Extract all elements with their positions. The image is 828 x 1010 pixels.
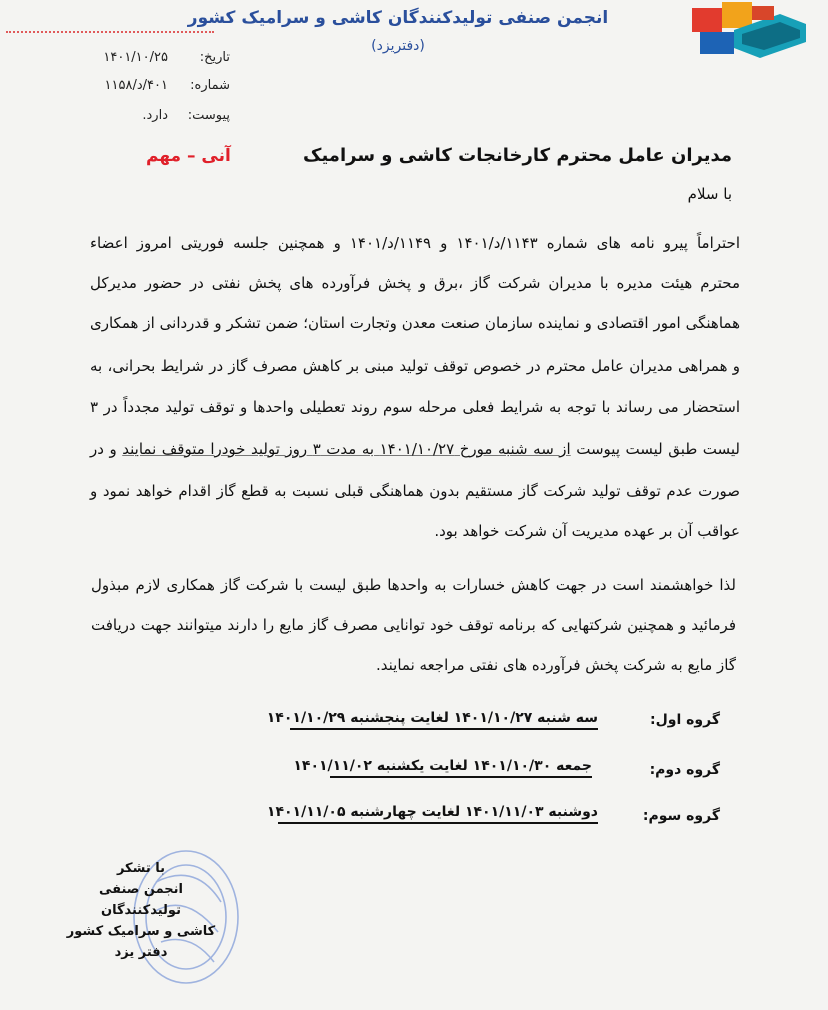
signature-org-sub: کاشی و سرامیک کشور [66,924,216,939]
organization-branch: (دفتریزد) [371,38,425,54]
date-value: ۱۴۰۱/۱۰/۲۵ [103,50,168,65]
header-divider [6,31,214,33]
greeting: با سلام [687,185,732,203]
paragraph1-line: استحضار می رساند با توجه به شرایط فعلی مرحله سوم روند تعطیلی واحدها و توقف تولید مجدداً در ۳ [90,398,740,416]
paragraph2-line: گاز مایع به شرکت پخش فرآورده های نفتی مراجعه نمایند. [376,656,736,674]
paragraph1-line: عواقب آن بر عهده مدیریت آن شرکت خواهد بود. [434,522,740,540]
addressee-title: مدیران عامل محترم کارخانجات کاشی و سرامیک [303,145,732,166]
urgency-badge: آنی – مهم [146,146,231,166]
paragraph1-line: صورت عدم توقف تولید شرکت گاز مستقیم بدون هماهنگی قبلی نسبت به قطع گاز اقدام خواهد نمود و [90,482,740,500]
attachment-label: پیوست: [187,108,230,123]
number-label: شماره: [190,78,230,93]
signature-org: انجمن صنفی تولیدکنندگان [98,882,184,918]
date-label: تاریخ: [199,50,230,65]
paragraph1-line: احتراماً پیرو نامه های شماره ۱۱۴۳/د/۱۴۰۱ و ۱۱۴۹/د/۱۴۰۱ و همچنین جلسه فوریتی امروز اعضاء [90,234,740,252]
attachment-field [70,108,230,130]
group-label: گروه اول: [650,712,720,728]
signature-office: دفتر یزد [114,945,168,960]
group-schedule: سه شنبه ۱۴۰۱/۱۰/۲۷ لغایت پنجشنبه ۱۴۰۱/۱۰/۲۹ [290,710,598,730]
paragraph1-line [90,440,740,458]
paragraph1-line: هماهنگی امور اقتصادی و نماینده سازمان صنعت معدن وتجارت استان؛ ضمن تشکر و قدردانی از همکاری [90,314,740,332]
paragraph1-line: محترم هیئت مدیره با مدیران شرکت گاز ،برق و پخش فرآورده های پخش نفتی در حضور مدیرکل [90,274,740,292]
signature-thanks: با تشکر [116,861,166,876]
association-logo [630,0,810,62]
group-schedule: دوشنبه ۱۴۰۱/۱۱/۰۳ لغایت چهارشنبه ۱۴۰۱/۱۱/۰۵ [278,804,598,824]
signature-block [66,858,216,963]
paragraph2-line: لذا خواهشمند است در جهت کاهش خسارات به واحدها طبق لیست با شرکت گاز همکاری لازم مبذول [91,576,736,594]
paragraph2-line: فرمائید و همچنین شرکتهایی که برنامه توقف خود توانایی مصرف گاز مایع را دارند میتوانند جهت دریافت [91,616,736,634]
number-value: ۴۰۱/د/۱۱۵۸ [104,78,168,93]
group-schedule: جمعه ۱۴۰۱/۱۰/۳۰ لغایت یکشنبه ۱۴۰۱/۱۱/۰۲ [330,758,592,778]
date-field [70,50,230,72]
paragraph1-text: و در [90,440,123,458]
number-field [70,78,230,100]
paragraph1-line: و همراهی مدیران عامل محترم در خصوص توقف تولید مبنی بر کاهش مصرف گاز در شرایط بحرانی، به [90,357,740,375]
paragraph1-text: لیست طبق لیست پیوست [570,440,741,458]
group-label: گروه سوم: [642,808,720,824]
shutdown-notice-underlined: از سه شنبه مورخ ۱۴۰۱/۱۰/۲۷ به مدت ۳ روز تولید خودرا متوقف نمایند [122,440,571,458]
attachment-value: دارد. [142,108,168,123]
organization-name: انجمن صنفی تولیدکنندگان کاشی و سرامیک کشور [187,8,609,28]
group-label: گروه دوم: [649,762,720,778]
